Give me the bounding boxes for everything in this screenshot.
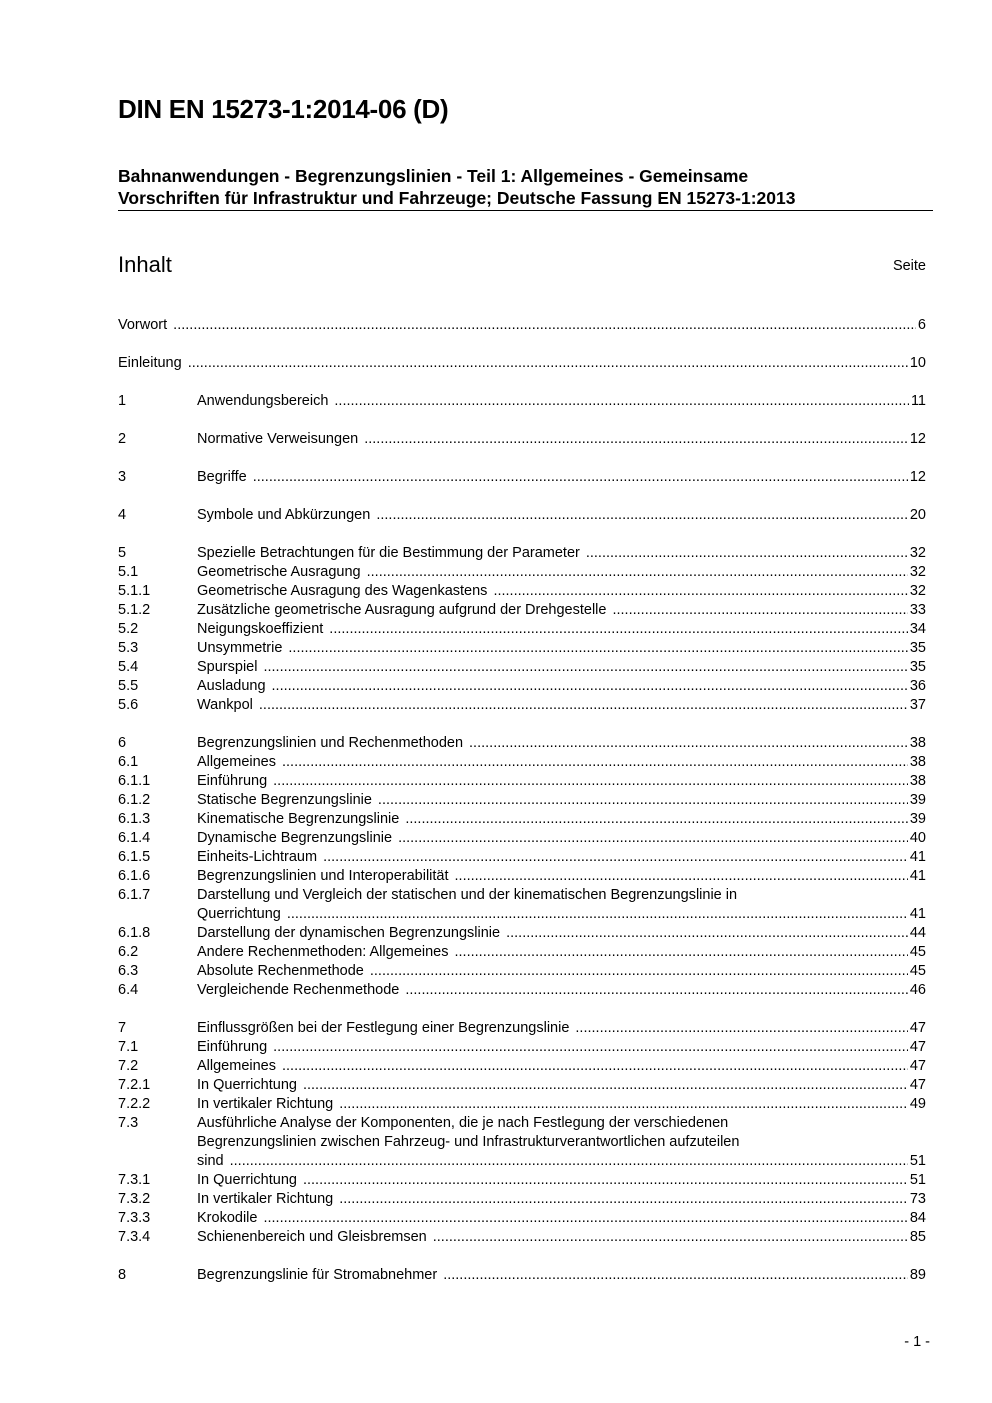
toc-entry[interactable]	[118, 848, 926, 867]
toc-entry[interactable]	[118, 563, 926, 582]
toc-heading: Inhalt	[118, 252, 172, 277]
toc-dot-leader	[398, 829, 908, 848]
toc-entry-title: Einheits-Lichtraum	[197, 849, 318, 865]
toc-entry[interactable]	[118, 772, 926, 791]
toc-dot-leader	[334, 392, 909, 411]
toc-entry-title: Vergleichende Rechenmethode	[197, 982, 400, 998]
toc-entry-title: Begrenzungslinien und Rechenmethoden	[197, 735, 464, 751]
toc-entry-page: 45	[909, 944, 926, 960]
toc-entry-title: In Querrichtung	[197, 1172, 297, 1188]
toc-entry[interactable]	[118, 924, 926, 943]
toc-dot-leader	[612, 601, 907, 620]
toc-entry-page: 35	[909, 640, 926, 656]
toc-dot-leader	[288, 639, 907, 658]
toc-entry[interactable]	[118, 430, 926, 449]
toc-dot-leader	[376, 506, 908, 525]
toc-entry-page: 11	[910, 393, 926, 409]
toc-entry-number: 6	[118, 735, 127, 751]
toc-entry-page: 41	[909, 849, 926, 865]
toc-entry-title: Allgemeines	[197, 1058, 276, 1074]
toc-dot-leader	[469, 734, 908, 753]
table-of-contents	[118, 316, 926, 1285]
toc-entry[interactable]	[118, 544, 926, 563]
toc-entry-number: 7.3.3	[118, 1210, 151, 1226]
toc-entry-title-line: Darstellung und Vergleich der statischen und der kinematischen Begrenzungslinie in	[197, 887, 738, 903]
toc-entry[interactable]	[118, 1266, 926, 1285]
toc-entry-title: Symbole und Abkürzungen	[197, 507, 371, 523]
toc-entry-page: 10	[909, 355, 926, 371]
toc-page-column-label: Seite	[892, 258, 926, 274]
toc-entry-title: In vertikaler Richtung	[197, 1191, 334, 1207]
toc-entry-page: 38	[909, 754, 926, 770]
toc-entry-title: Geometrische Ausragung	[197, 564, 361, 580]
toc-entry[interactable]	[118, 1019, 926, 1038]
toc-entry-page: 47	[909, 1077, 926, 1093]
toc-entry-title: Krokodile	[197, 1210, 258, 1226]
toc-dot-leader	[367, 563, 908, 582]
toc-dot-leader	[259, 696, 908, 715]
toc-entry-number: 5.5	[118, 678, 139, 694]
toc-entry-number: 6.3	[118, 963, 139, 979]
toc-entry[interactable]	[118, 354, 926, 373]
toc-dot-leader	[230, 1152, 908, 1171]
document-title: DIN EN 15273-1:2014-06 (D)	[118, 94, 449, 124]
toc-entry-title: Zusätzliche geometrische Ausragung aufgrund der Drehgestelle	[197, 602, 607, 618]
toc-entry-title-line: Begrenzungslinien zwischen Fahrzeug- und Infrastrukturverantwortlichen aufzuteilen	[197, 1134, 740, 1150]
toc-entry-page: 12	[909, 431, 926, 447]
toc-entry-number: 7.2	[118, 1058, 139, 1074]
toc-entry-page: 20	[909, 507, 926, 523]
toc-dot-leader	[405, 810, 908, 829]
toc-entry-number: 7.3	[118, 1115, 139, 1131]
toc-entry-number: 7.3.2	[118, 1191, 151, 1207]
toc-entry-number: 7	[118, 1020, 127, 1036]
toc-entry-title: Normative Verweisungen	[197, 431, 359, 447]
toc-entry-title: Kinematische Begrenzungslinie	[197, 811, 400, 827]
toc-entry-page: 32	[909, 545, 926, 561]
toc-entry[interactable]	[118, 1038, 926, 1057]
toc-entry-page: 38	[909, 735, 926, 751]
toc-dot-leader	[433, 1228, 908, 1247]
toc-entry[interactable]	[118, 867, 926, 886]
toc-entry-number: 6.1.1	[118, 773, 151, 789]
toc-entry-number: 3	[118, 469, 127, 485]
toc-dot-leader	[287, 905, 908, 924]
toc-dot-leader	[339, 1190, 908, 1209]
subtitle-line-2: Vorschriften für Infrastruktur und Fahrzeuge; Deutsche Fassung EN 15273-1:2013	[118, 188, 796, 208]
toc-entry-number: 5.2	[118, 621, 139, 637]
toc-entry-title: Ausladung	[197, 678, 266, 694]
toc-entry-page: 84	[909, 1210, 926, 1226]
toc-entry-title: Einleitung	[118, 355, 182, 371]
toc-entry-page: 46	[909, 982, 926, 998]
toc-entry-title: Schienenbereich und Gleisbremsen	[197, 1229, 427, 1245]
toc-entry-title: Statische Begrenzungslinie	[197, 792, 372, 808]
toc-entry-title: Einführung	[197, 1039, 268, 1055]
toc-entry-number: 1	[118, 393, 127, 409]
toc-entry-page: 36	[909, 678, 926, 694]
toc-entry[interactable]	[118, 981, 926, 1000]
toc-entry[interactable]	[118, 886, 926, 924]
toc-entry-page: 35	[909, 659, 926, 675]
toc-entry-number: 6.1.5	[118, 849, 151, 865]
toc-entry[interactable]	[118, 620, 926, 639]
toc-dot-leader	[329, 620, 908, 639]
toc-entry[interactable]	[118, 639, 926, 658]
toc-entry[interactable]	[118, 1209, 926, 1228]
toc-entry-title: Einflussgrößen bei der Festlegung einer Begrenzungslinie	[197, 1020, 570, 1036]
toc-dot-leader	[303, 1076, 908, 1095]
toc-entry-title: Anwendungsbereich	[197, 393, 329, 409]
toc-entry[interactable]	[118, 601, 926, 620]
toc-dot-leader	[339, 1095, 908, 1114]
toc-entry-number: 5.6	[118, 697, 139, 713]
toc-dot-leader	[575, 1019, 907, 1038]
toc-entry-page: 47	[909, 1039, 926, 1055]
toc-entry[interactable]	[118, 1171, 926, 1190]
toc-entry-page: 39	[909, 792, 926, 808]
toc-entry[interactable]	[118, 1228, 926, 1247]
toc-entry-page: 89	[909, 1267, 926, 1283]
document-subtitle	[118, 165, 933, 211]
toc-entry[interactable]	[118, 582, 926, 601]
toc-dot-leader	[273, 1038, 908, 1057]
toc-entry-number: 5.4	[118, 659, 139, 675]
toc-dot-leader	[455, 867, 908, 886]
toc-entry-title-line: Querrichtung	[197, 906, 281, 922]
toc-entry-number: 6.1.2	[118, 792, 151, 808]
toc-entry-title: Andere Rechenmethoden: Allgemeines	[197, 944, 449, 960]
toc-entry[interactable]	[118, 829, 926, 848]
toc-entry-page: 32	[909, 564, 926, 580]
toc-entry-page: 6	[917, 317, 926, 333]
toc-dot-leader	[282, 1057, 908, 1076]
toc-entry-page: 51	[909, 1172, 926, 1188]
toc-entry-number: 6.1.8	[118, 925, 151, 941]
toc-dot-leader	[253, 468, 908, 487]
toc-entry-title-line: Ausführliche Analyse der Komponenten, die je nach Festlegung der verschiedenen	[197, 1115, 729, 1131]
toc-dot-leader	[282, 753, 908, 772]
toc-entry[interactable]	[118, 1057, 926, 1076]
toc-entry-number: 7.1	[118, 1039, 139, 1055]
toc-dot-leader	[405, 981, 908, 1000]
toc-entry[interactable]	[118, 696, 926, 715]
toc-entry-page: 41	[909, 906, 926, 922]
toc-dot-leader	[263, 1209, 907, 1228]
toc-entry[interactable]	[118, 468, 926, 487]
toc-entry-title: Darstellung der dynamischen Begrenzungslinie	[197, 925, 501, 941]
toc-entry-title: Spezielle Betrachtungen für die Bestimmung der Parameter	[197, 545, 580, 561]
toc-entry-page: 32	[909, 583, 926, 599]
toc-entry[interactable]	[118, 1095, 926, 1114]
toc-entry-title: Begriffe	[197, 469, 247, 485]
toc-entry[interactable]	[118, 962, 926, 981]
toc-entry[interactable]	[118, 316, 926, 335]
toc-entry-number: 6.1.7	[118, 887, 151, 903]
toc-entry-number: 7.3.4	[118, 1229, 151, 1245]
toc-entry[interactable]	[118, 943, 926, 962]
toc-entry-number: 8	[118, 1267, 127, 1283]
toc-entry[interactable]	[118, 658, 926, 677]
toc-entry-number: 6.2	[118, 944, 139, 960]
toc-entry[interactable]	[118, 753, 926, 772]
toc-entry-page: 40	[909, 830, 926, 846]
toc-entry-title: Vorwort	[118, 317, 168, 333]
toc-entry-number: 6.1	[118, 754, 139, 770]
toc-entry[interactable]	[118, 791, 926, 810]
toc-entry-page: 33	[909, 602, 926, 618]
toc-entry-page: 85	[909, 1229, 926, 1245]
toc-dot-leader	[370, 962, 908, 981]
toc-dot-leader	[443, 1266, 908, 1285]
toc-entry-number: 4	[118, 507, 127, 523]
toc-entry-title: Dynamische Begrenzungslinie	[197, 830, 393, 846]
toc-entry[interactable]	[118, 392, 926, 411]
toc-dot-leader	[586, 544, 908, 563]
toc-entry-number: 5.1.2	[118, 602, 151, 618]
toc-dot-leader	[364, 430, 908, 449]
toc-entry-title: Neigungskoeffizient	[197, 621, 324, 637]
page-number: - 1 -	[904, 1334, 930, 1350]
toc-entry-page: 49	[909, 1096, 926, 1112]
toc-entry-page: 51	[909, 1153, 926, 1169]
toc-entry-title: Absolute Rechenmethode	[197, 963, 364, 979]
toc-dot-leader	[188, 354, 908, 373]
toc-entry[interactable]	[118, 677, 926, 696]
toc-entry-number: 6.1.4	[118, 830, 151, 846]
toc-entry-number: 5.1	[118, 564, 139, 580]
toc-entry[interactable]	[118, 1076, 926, 1095]
toc-entry-number: 6.1.3	[118, 811, 151, 827]
toc-entry-page: 38	[909, 773, 926, 789]
toc-entry-number: 7.2.1	[118, 1077, 151, 1093]
toc-entry-title: Geometrische Ausragung des Wagenkastens	[197, 583, 488, 599]
toc-entry-number: 5.1.1	[118, 583, 151, 599]
toc-entry-page: 37	[909, 697, 926, 713]
toc-dot-leader	[323, 848, 908, 867]
toc-entry-number: 7.2.2	[118, 1096, 151, 1112]
toc-entry-page: 47	[909, 1058, 926, 1074]
toc-entry-title: Unsymmetrie	[197, 640, 283, 656]
toc-entry[interactable]	[118, 1114, 926, 1171]
toc-dot-leader	[263, 658, 907, 677]
toc-dot-leader	[173, 316, 916, 335]
toc-entry[interactable]	[118, 506, 926, 525]
toc-entry-page: 45	[909, 963, 926, 979]
toc-entry-number: 6.4	[118, 982, 139, 998]
toc-entry[interactable]	[118, 734, 926, 753]
toc-entry-title: In vertikaler Richtung	[197, 1096, 334, 1112]
toc-entry-title-line: sind	[197, 1153, 224, 1169]
toc-entry-number: 6.1.6	[118, 868, 151, 884]
toc-dot-leader	[378, 791, 908, 810]
toc-entry-number: 7.3.1	[118, 1172, 151, 1188]
toc-entry-title: Begrenzungslinien und Interoperabilität	[197, 868, 449, 884]
subtitle-line-1: Bahnanwendungen - Begrenzungslinien - Teil 1: Allgemeines - Gemeinsame	[118, 166, 749, 186]
toc-entry-number: 2	[118, 431, 127, 447]
toc-entry-page: 73	[909, 1191, 926, 1207]
toc-entry-title: Einführung	[197, 773, 268, 789]
toc-dot-leader	[493, 582, 907, 601]
toc-entry-page: 34	[909, 621, 926, 637]
toc-entry-title: Allgemeines	[197, 754, 276, 770]
toc-entry-number: 5.3	[118, 640, 139, 656]
toc-dot-leader	[272, 677, 908, 696]
toc-entry-title-block	[197, 886, 926, 924]
toc-entry-title: Wankpol	[197, 697, 253, 713]
toc-entry-title: Begrenzungslinie für Stromabnehmer	[197, 1267, 438, 1283]
toc-entry-number: 5	[118, 545, 127, 561]
toc-entry-title: Spurspiel	[197, 659, 258, 675]
toc-entry-title: In Querrichtung	[197, 1077, 297, 1093]
toc-entry[interactable]	[118, 1190, 926, 1209]
toc-entry-page: 47	[909, 1020, 926, 1036]
toc-dot-leader	[303, 1171, 908, 1190]
toc-entry-page: 12	[909, 469, 926, 485]
toc-entry-page: 44	[909, 925, 926, 941]
toc-entry-title-block	[197, 1114, 926, 1171]
toc-entry-page: 39	[909, 811, 926, 827]
toc-entry-page: 41	[909, 868, 926, 884]
toc-dot-leader	[273, 772, 908, 791]
toc-dot-leader	[455, 943, 908, 962]
toc-entry[interactable]	[118, 810, 926, 829]
toc-dot-leader	[506, 924, 908, 943]
